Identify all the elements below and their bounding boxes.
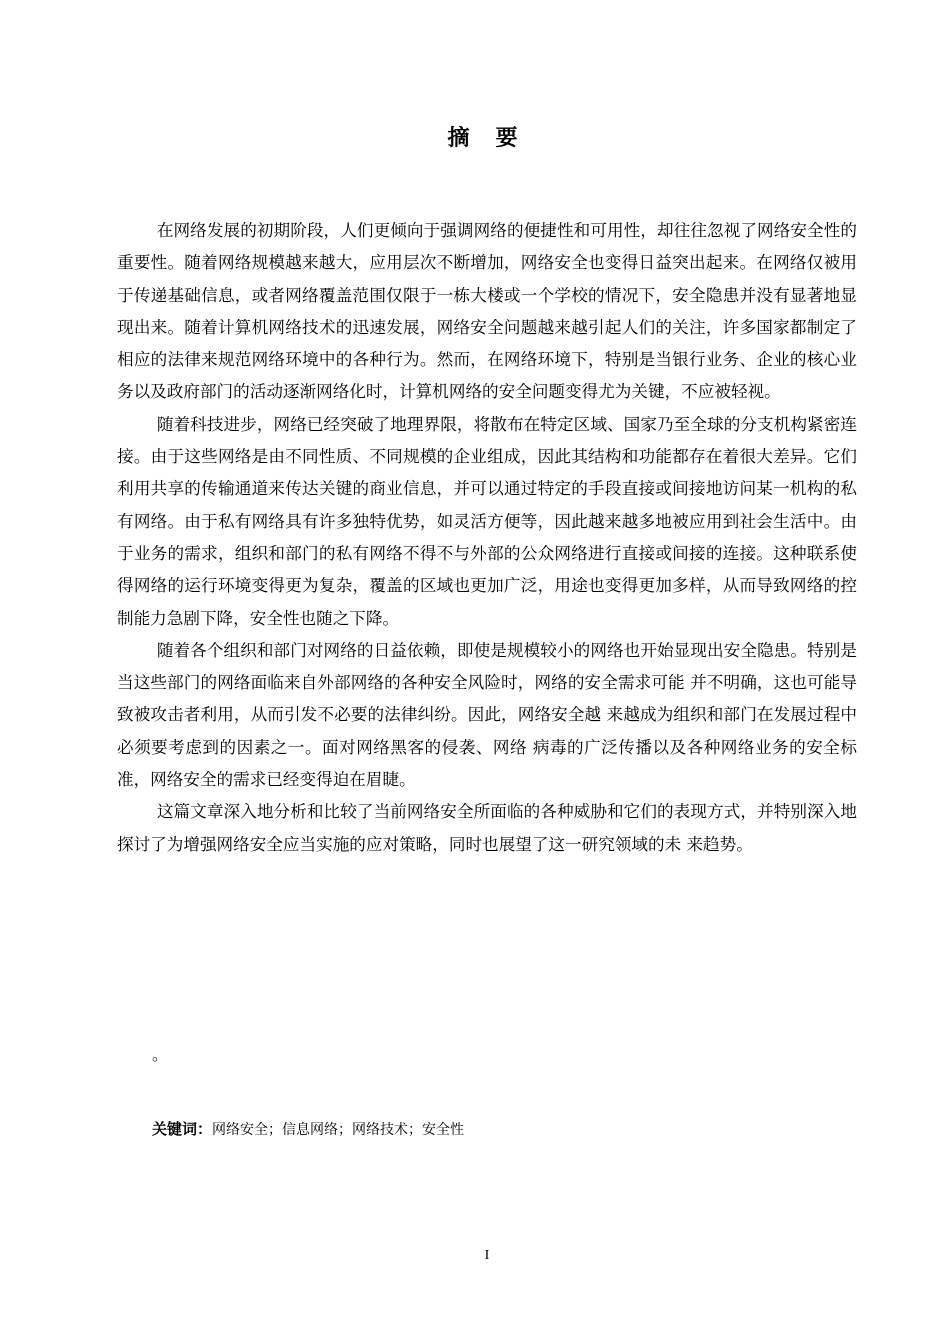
title-part-1: 摘	[447, 126, 470, 151]
abstract-paragraph-3: 随着各个组织和部门对网络的日益依赖，即使是规模较小的网络也开始显现出安全隐患。特别是当这些部门的网络面临来自外部网络的各种安全风险时，网络的安全需求可能 并不明确，这也可能导致被攻击者利用，从而引发不必要的法律纠纷。因此，网络安全越 来越成为组织和部门在发展过程中必须要考虑到的因素之一。面对网络黑客的侵袭、网络 病毒的广泛传播以及各种网络业务的安全标准，网络安全的需求已经变得迫在眉睫。	[117, 640, 857, 790]
title-part-2: 要	[495, 126, 518, 151]
keywords-values: 网络安全；信息网络；网络技术；安全性	[212, 1122, 465, 1138]
page-title	[0, 122, 950, 156]
stray-period: 。	[152, 1045, 169, 1064]
page-number: I	[484, 1248, 490, 1263]
abstract-body	[117, 215, 857, 861]
abstract-paragraph-2: 随着科技进步，网络已经突破了地理界限，将散布在特定区域、国家乃至全球的分支机构紧密连接。由于这些网络是由不同性质、不同规模的企业组成，因此其结构和功能都存在着很大差异。它们利用共享的传输通道来传达关键的商业信息，并可以通过特定的手段直接或间接地访问某一机构的私有网络。由于私有网络具有许多独特优势，如灵活方便等，因此越来越多地被应用到社会生活中。由于业务的需求，组织和部门的私有网络不得不与外部的公众网络进行直接或间接的连接。这种联系使得网络的运行环境变得更为复杂，覆盖的区域也更加广泛，用途也变得更加多样，从而导致网络的控制能力急剧下降，安全性也随之下降。	[117, 414, 857, 628]
abstract-paragraph-4: 这篇文章深入地分析和比较了当前网络安全所面临的各种威胁和它们的表现方式，并特别深入地探讨了为增强网络安全应当实施的应对策略，同时也展望了这一研究领域的未 来趋势。	[117, 802, 857, 854]
keywords-label: 关键词：	[152, 1120, 213, 1138]
abstract-paragraph-1: 在网络发展的初期阶段，人们更倾向于强调网络的便捷性和可用性，却往往忽视了网络安全性的重要性。随着网络规模越来越大，应用层次不断增加，网络安全也变得日益突出起来。在网络仅被用于传递基础信息，或者网络覆盖范围仅限于一栋大楼或一个学校的情况下，安全隐患并没有显著地显现出来。随着计算机网络技术的迅速发展，网络安全问题越来越引起人们的关注，许多国家都制定了相应的法律来规范网络环境中的各种行为。然而，在网络环境下，特别是当银行业务、企业的核心业务以及政府部门的活动逐渐网络化时，计算机网络的安全问题变得尤为关键，不应被轻视。	[117, 221, 857, 402]
keywords-line	[152, 1117, 464, 1142]
